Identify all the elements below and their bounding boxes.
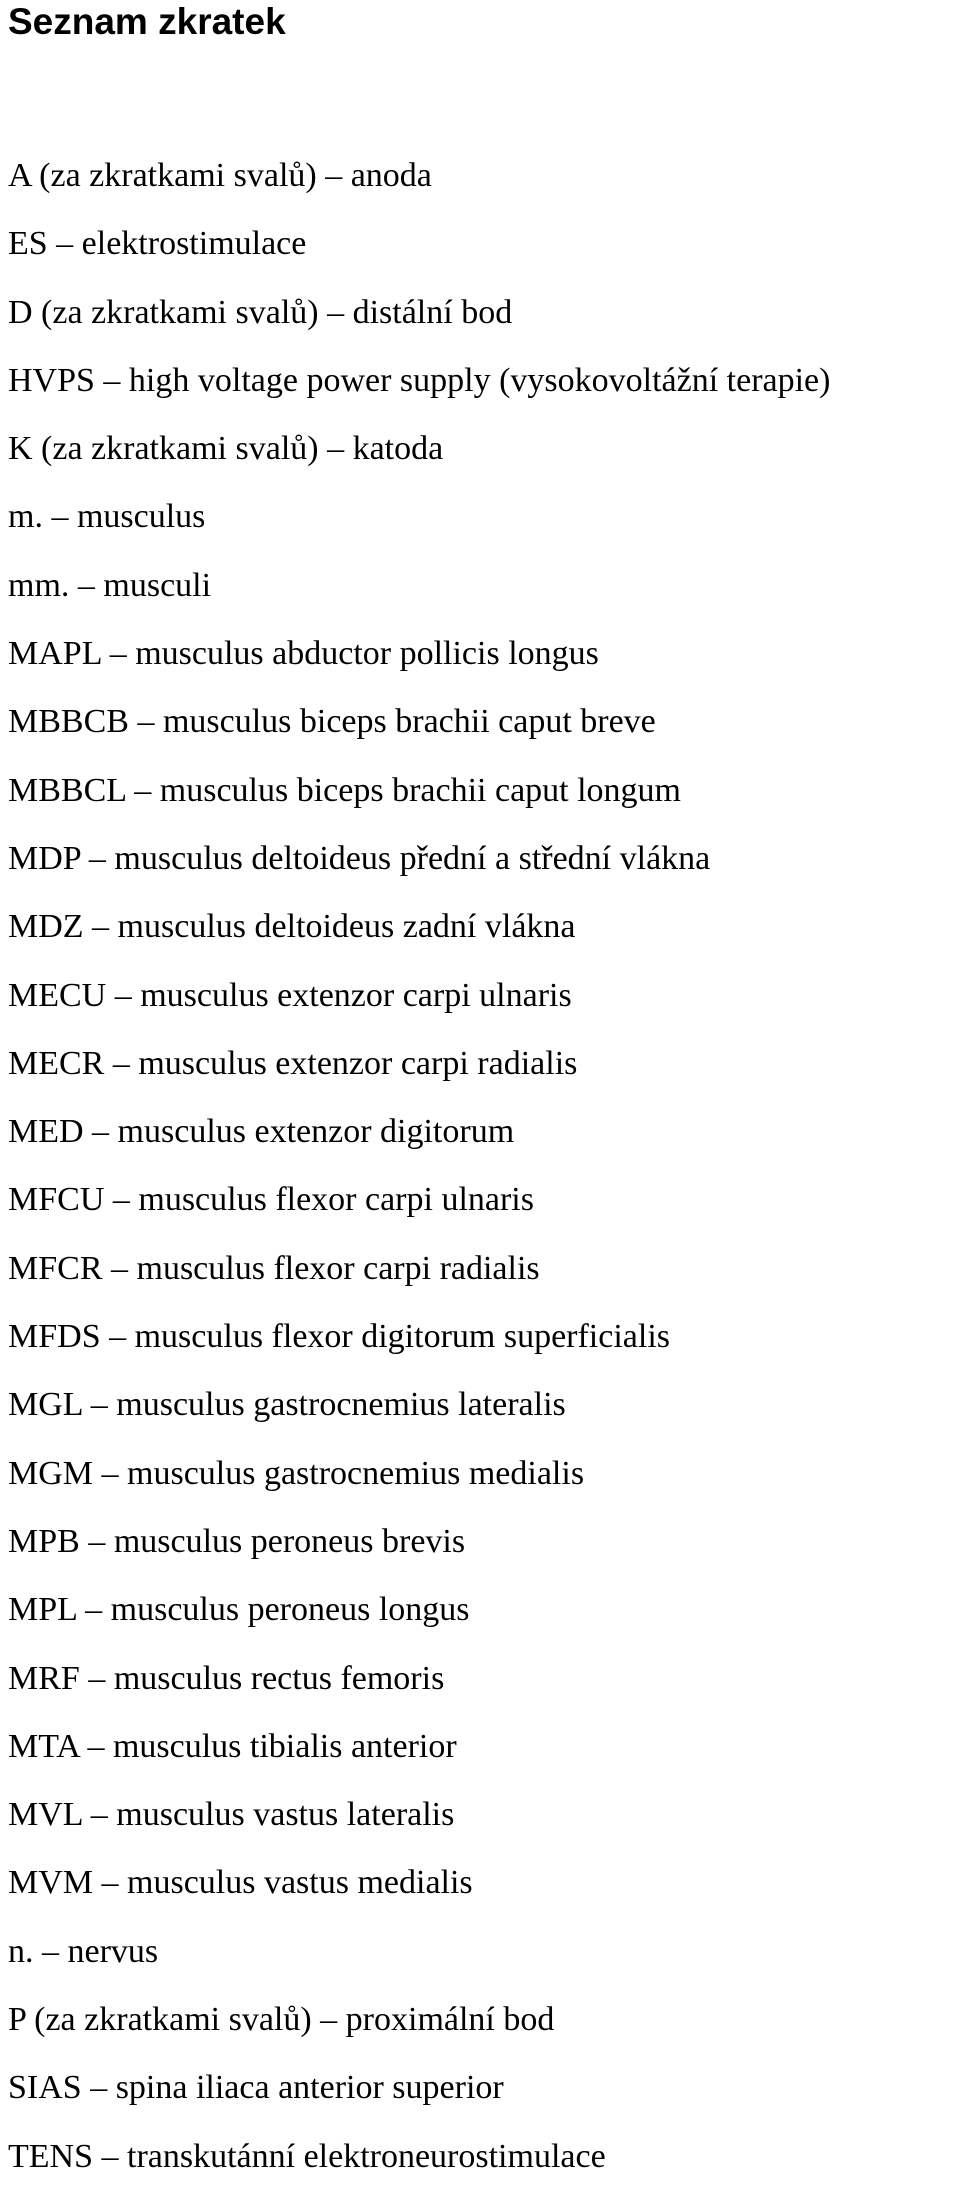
list-item: MBBCL – musculus biceps brachii caput longum — [8, 771, 681, 809]
list-item: A (za zkratkami svalů) – anoda — [8, 157, 432, 194]
list-item: MAPL – musculus abductor pollicis longus — [8, 635, 599, 673]
list-item: MED – musculus extenzor digitorum — [8, 1113, 515, 1151]
page-title: Seznam zkratek — [8, 1, 286, 42]
list-item: MECR – musculus extenzor carpi radialis — [8, 1044, 578, 1082]
list-item: mm. – musculi — [8, 566, 212, 604]
list-item: MFCU – musculus flexor carpi ulnaris — [8, 1181, 534, 1219]
list-item: MFDS – musculus flexor digitorum superficialis — [8, 1318, 671, 1356]
list-item: K (za zkratkami svalů) – katoda — [8, 430, 444, 468]
list-item: MECU – musculus extenzor carpi ulnaris — [8, 976, 572, 1014]
list-item: n. – nervus — [8, 1932, 159, 1970]
list-item: MTA – musculus tibialis anterior — [8, 1727, 457, 1765]
list-item: MPL – musculus peroneus longus — [8, 1591, 470, 1629]
list-item: MPB – musculus peroneus brevis — [8, 1522, 466, 1560]
list-item: MVL – musculus vastus lateralis — [8, 1796, 455, 1834]
list-item: MDZ – musculus deltoideus zadní vlákna — [8, 908, 576, 946]
list-item: MDP – musculus deltoideus přední a střední vlákna — [8, 839, 711, 877]
list-item: MRF – musculus rectus femoris — [8, 1659, 445, 1697]
list-item: ES – elektrostimulace — [8, 225, 307, 263]
list-item: m. – musculus — [8, 498, 206, 536]
list-item: HVPS – high voltage power supply (vysokovoltážní terapie) — [8, 361, 831, 399]
abbreviation-list — [8, 151, 830, 2200]
list-item: SIAS – spina iliaca anterior superior — [8, 2069, 504, 2107]
list-item: MVM – musculus vastus medialis — [8, 1864, 473, 1902]
list-item: TENS – transkutánní elektroneurostimulace — [8, 2137, 606, 2175]
list-item: D (za zkratkami svalů) – distální bod — [8, 293, 513, 331]
list-item: MGL – musculus gastrocnemius lateralis — [8, 1386, 566, 1424]
list-item: P (za zkratkami svalů) – proximální bod — [8, 2001, 555, 2039]
list-item: MBBCB – musculus biceps brachii caput breve — [8, 703, 656, 741]
list-item: MFCR – musculus flexor carpi radialis — [8, 1249, 540, 1287]
list-item: MGM – musculus gastrocnemius medialis — [8, 1454, 585, 1492]
